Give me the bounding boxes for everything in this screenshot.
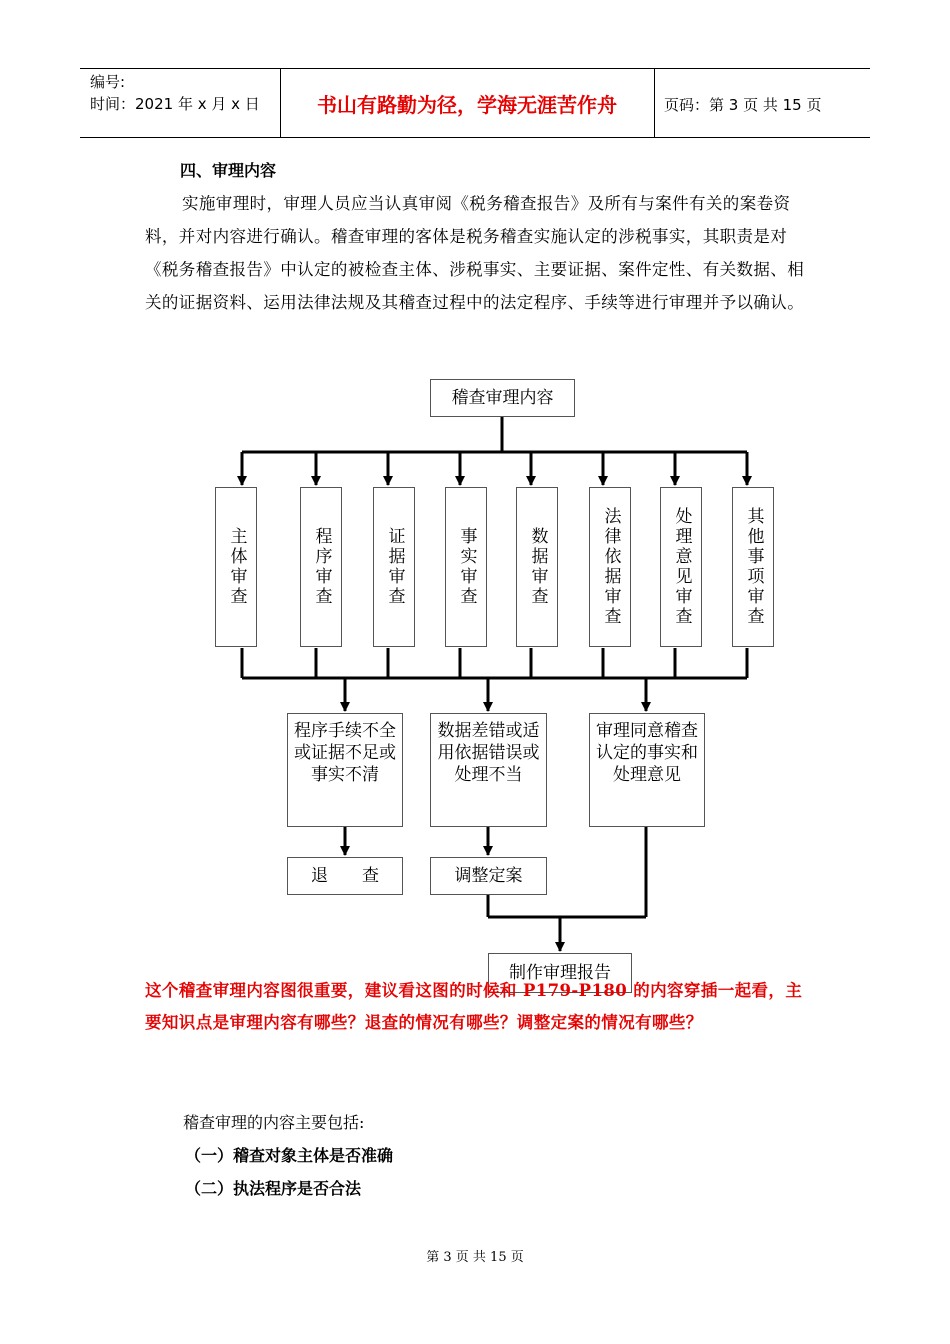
flow-item-procedure: 程序审查 [300,487,342,647]
flow-item-subject: 主体审查 [215,487,257,647]
content-item: （二）执法程序是否合法 [185,1179,362,1198]
flow-outcome-left: 程序手续不全或证据不足或事实不清 [287,713,403,827]
page-footer: 第 3 页 共 15 页 [426,1250,524,1265]
flow-action-return: 退 查 [287,857,403,895]
red-note: 这个稽查审理内容图很重要，建议看这图的时候和 P179-P180 的内容穿插一起看，主要知识点是审理内容有哪些？退查的情况有哪些？调整定案的情况有哪些？ [145,981,803,1032]
flow-root: 稽查审理内容 [430,379,575,417]
flow-item-opinion: 处理意见审查 [660,487,702,647]
flow-item-legal-basis: 法律依据审查 [589,487,631,647]
flow-item-facts: 事实审查 [445,487,487,647]
flow-action-adjust: 调整定案 [430,857,547,895]
flow-outcome-right: 审理同意稽查认定的事实和处理意见 [589,713,705,827]
intro-paragraph: 实施审理时，审理人员应当认真审阅《税务稽查报告》及所有与案件有关的案卷资料，并对内容进行确认。稽查审理的客体是税务稽查实施认定的涉税事实，其职责是对《税务稽查报告》中认定的被检查主体、涉税事实、主要证据、案件定性、有关数据、相关的证据资料、运用法律法规及其稽查过程中的法定程序、手续等进行审理并予以确认。 [145,194,805,312]
flow-outcome-mid: 数据差错或适用依据错误或处理不当 [430,713,547,827]
flow-item-other: 其他事项审查 [732,487,774,647]
page-info: 页码：第 3 页 共 15 页 [664,96,822,114]
flow-item-evidence: 证据审查 [373,487,415,647]
content-item: （一）稽查对象主体是否准确 [185,1146,394,1165]
section-title: 四、审理内容 [180,161,277,180]
flow-final: 制作审理报告 [488,953,632,993]
flow-item-data: 数据审查 [516,487,558,647]
content-intro: 稽查审理的内容主要包括: [183,1113,365,1132]
time-label: 时间：2021 年 x 月 x 日 [90,95,260,113]
serial-label: 编号: [90,73,126,91]
motto: 书山有路勤为径，学海无涯苦作舟 [280,69,655,137]
